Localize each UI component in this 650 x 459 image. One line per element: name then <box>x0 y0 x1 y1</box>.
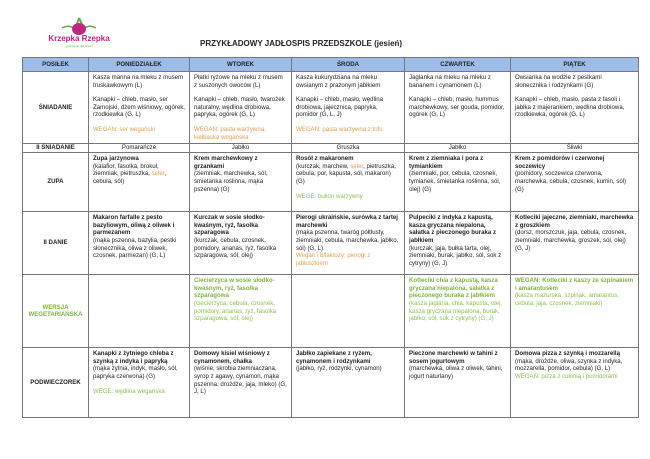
menu-cell <box>89 348 190 418</box>
dish-name: Krem z pomidorów i czerwonej soczewicy <box>515 155 605 170</box>
menu-paragraph <box>409 350 506 380</box>
table-row <box>23 348 639 418</box>
menu-cell: Gruszka <box>292 144 405 153</box>
menu-cell: Jabłko <box>190 144 292 153</box>
ingredients: Kasza kukurydziana na mleku owsianym z prażonym jabłkiem <box>296 74 381 89</box>
dish-name: Jabłko zapiekane z ryżem, cynamonem i rodzynkami <box>296 350 372 365</box>
menu-paragraph <box>93 350 185 380</box>
dish-name: Makaron farfalle z pesto bazyliowym, oliwą z oliwek i parmezanem <box>93 214 175 237</box>
menu-paragraph <box>296 126 400 134</box>
meal-name: PODWIECZOREK <box>23 348 89 418</box>
menu-cell <box>292 153 405 212</box>
dish-name: Krem marchewkowy z grzankami <box>194 155 258 170</box>
dish-name: Pierogi ukraińskie, surówka z tartej marchewki <box>296 214 398 229</box>
menu-cell <box>405 153 511 212</box>
meal-name: II ŚNIADANIE <box>23 144 89 153</box>
ingredients: Kanapki – chleb, masło, hummus marchewkowy, ser gouda, pomidor, ogórek (G, L) <box>409 96 505 119</box>
meal-name: ZUPA <box>23 153 89 212</box>
menu-cell <box>89 275 190 348</box>
menu-paragraph <box>409 96 506 119</box>
meal-name: WERSJA WEGETARIAŃSKA <box>23 275 89 348</box>
dish-name: Rosół z makaronem <box>296 155 354 163</box>
menu-paragraph <box>194 74 287 89</box>
dish-name: Kotleciki jajeczne, ziemniaki, marchewka z groszkiem <box>515 214 634 229</box>
menu-paragraph <box>515 96 634 119</box>
menu-cell <box>511 348 639 418</box>
ingredients: Jaglanka na mleku na mleku z bananem i cynamonem (L) <box>409 74 491 89</box>
header-row <box>23 58 639 72</box>
dish-name: Pulpeciki z indyka z kapustą, kasza gryczana niepalona, sałatka z pieczonego buraka z jabłkiem <box>409 214 497 244</box>
header-monday: PONIEDZIAŁEK <box>89 58 190 72</box>
dish-name: Kanapki z żytniego chleba z szynką z indyka i papryką <box>93 350 174 365</box>
ingredients: (kurczak, marchew, <box>296 162 351 170</box>
dish-name: Pieczone marchewki w tahini z sosem jogurtowym <box>409 350 498 365</box>
diet-note: WEGE: bulion warzywny <box>296 192 363 200</box>
meal-name: ŚNIADANIE <box>23 72 89 144</box>
ingredients: Płatki ryżowe na mleku z musem z suszonych owoców (L) <box>194 74 283 89</box>
ingredients: Kanapki – chleb, masło, pasta z fasoli i jabłka z majerankiem, wędlina drobiowa, rzodkiewka, ogórek (G, L) <box>515 96 625 119</box>
menu-paragraph <box>93 388 185 396</box>
menu-paragraph <box>409 74 506 89</box>
menu-paragraph <box>515 74 634 89</box>
menu-cell <box>292 275 405 348</box>
diet-note: WEGAN: pizza z cukinią i pomidorami <box>515 372 618 380</box>
meal-name: II DANIE <box>23 212 89 275</box>
menu-table <box>22 57 639 418</box>
dish-name: Kotleciki chia z kapustą, kasza gryczana niepalona, sałatka z pieczonego buraka z jabłkiem <box>409 277 498 300</box>
page-title: PRZYKŁADOWY JADŁOSPIS PRZEDSZKOLE (jesień) <box>200 39 403 48</box>
diet-note: WEGAN: pasta warzywna, kiełbaska wegańska <box>194 125 266 141</box>
menu-paragraph <box>194 155 287 193</box>
menu-paragraph <box>93 126 185 134</box>
menu-paragraph <box>93 74 185 89</box>
menu-cell <box>89 72 190 144</box>
dish-name: Ciecierzyca w sosie słodko-kwaśnym, ryż, fasolka szparagowa <box>194 277 275 300</box>
menu-cell <box>511 212 639 275</box>
menu-paragraph <box>194 96 287 119</box>
ingredients: (ziemniak, marchewka, sól, śmietanka roślinna, mąka pszenna) (G) <box>194 170 268 193</box>
ingredients: (jabłko, ryż, rodzynki, cynamon) <box>296 365 382 373</box>
diet-note: seler <box>151 170 165 178</box>
ingredients: Kanapki – chleb, masło, ser Zamojski, dżem wiśniowy, ogórek, rzodkiewka (G, L) <box>93 96 185 119</box>
menu-cell <box>292 348 405 418</box>
menu-cell <box>405 72 511 144</box>
logo-wordmark: Krzepka Rzepka <box>48 34 110 43</box>
dish-name: Kurczak w sosie słodko-kwaśnym, ryż, fasolka szparagowa <box>194 214 265 237</box>
ingredients: (marchewka, oliwa z oliwek, tahini, jogurt naturlany) <box>409 365 503 380</box>
menu-paragraph <box>194 350 287 396</box>
table-row <box>23 144 639 153</box>
menu-paragraph <box>515 214 634 252</box>
menu-cell: Jabłko <box>405 144 511 153</box>
dish-name: Krem z ziemniaka i pora z tymiankiem <box>409 155 484 170</box>
ingredients: (ziemniaki, por, cebula, czosnek, tymianek, śmietanka roślinna, sól, olej) (G) <box>409 170 501 193</box>
diet-note: seler <box>350 162 364 170</box>
menu-paragraph <box>194 277 287 323</box>
header-tuesday: WTOREK <box>190 58 292 72</box>
ingredients: (kasza mazurska, szpinak, amarantus, cebula, jaja, czosnek, ziemniaki) <box>515 292 619 307</box>
menu-paragraph <box>194 214 287 260</box>
menu-cell <box>511 153 639 212</box>
menu-cell <box>89 153 190 212</box>
menu-cell <box>190 153 292 212</box>
menu-paragraph <box>296 350 400 373</box>
ingredients: (dorsz, morszczuk, jaja, cebula, czosnek, ziemniaki, marchewka, groszek, sól, olej) (G, J) <box>515 229 627 252</box>
menu-paragraph <box>93 155 185 185</box>
ingredients: (mąka pszenna, twaróg półtłusty, ziemniaki, cebula, marchewka, jabłko, sól) (G, L) <box>296 229 399 252</box>
header-thursday: CZWARTEK <box>405 58 511 72</box>
menu-paragraph <box>296 155 400 185</box>
header-friday: PIĄTEK <box>511 58 639 72</box>
ingredients: Kanapki – chleb, masło, wędlina drobiowa, jajecznica, papryka, pomidor (G, L, J) <box>296 96 384 119</box>
menu-paragraph <box>194 126 287 141</box>
menu-cell <box>190 348 292 418</box>
ingredients: Owsianka na wodzie z pestkami słonecznika i rodzynkami (G) <box>515 74 602 89</box>
menu-paragraph <box>409 214 506 267</box>
menu-paragraph <box>93 96 185 119</box>
menu-cell <box>405 275 511 348</box>
ingredients: , pietruszka, cebula, por, kapusta, sól, makaron) (G) <box>296 162 396 185</box>
ingredients: Kasza manna na mleku z musem truskawkowym (L) <box>93 74 184 89</box>
dish-name: Zupa jarzynowa <box>93 155 139 163</box>
ingredients: (kurczak, cebula, czosnek, pomidory, ananas, ryż, fasolka szparagowa, sól, olej) <box>194 236 277 260</box>
ingredients: , cebula, sól) <box>93 170 167 185</box>
menu-paragraph <box>515 155 634 193</box>
menu-cell: Pomarańcze <box>89 144 190 153</box>
ingredients: (mąka pszenna, bazylia, pestki słonecznika, oliwa z oliwek, czosnek, parmezan) (G, L) <box>93 236 177 260</box>
logo-tagline: gotowanie dla dzieci <box>65 44 93 48</box>
menu-paragraph <box>515 350 634 380</box>
header-posilek: POSIŁEK <box>23 58 89 72</box>
ingredients: (kalafior, fasolka, brokuł, ziemniak, pietruszka, <box>93 162 159 178</box>
menu-paragraph <box>296 214 400 267</box>
menu-cell: Śliwki <box>511 144 639 153</box>
menu-cell <box>511 275 639 348</box>
menu-paragraph <box>296 74 400 89</box>
table-row <box>23 212 639 275</box>
menu-cell <box>511 72 639 144</box>
logo <box>48 16 110 50</box>
table-row <box>23 72 639 144</box>
menu-paragraph <box>296 193 400 201</box>
dish-name: WEGAN: Kotleciki z kaszy ze szpinakiem i amarantusem <box>515 277 634 292</box>
table-row <box>23 275 639 348</box>
menu-paragraph <box>409 277 506 323</box>
ingredients: (kurczak, jaja, bułka tarta, olej, ziemniaki, burak, jabłko, sól, sok z cytryny) (G, J) <box>409 244 502 267</box>
dish-name: Domowy kisiel wiśniowy z cynamonem, chałka <box>194 350 270 365</box>
menu-paragraph <box>296 96 400 119</box>
menu-cell <box>89 212 190 275</box>
menu-paragraph <box>409 155 506 193</box>
dish-name: Domowa pizza z szynką i mozzarellą <box>515 350 620 358</box>
menu-cell <box>405 212 511 275</box>
menu-cell <box>292 212 405 275</box>
ingredients: (ciecierzyca, cebula, czosnek, pomidory, ananas, ryż, fasolka szparagowa, sól, olej) <box>194 299 277 323</box>
ingredients: (mąka, drożdże, oliwa, szynka z indyka, mozzarella, pomidor, cebula) (G, L) <box>515 357 623 373</box>
diet-note: WEGAN: pasta warzywna z tofu <box>296 125 383 133</box>
diet-note: WEGAN: ser wegański <box>93 125 155 133</box>
ingredients: (pomidory, soczewica czerwona, marchewka, cebula, czosnek, kumin, sól) (G) <box>515 170 627 193</box>
menu-cell <box>190 275 292 348</box>
menu-paragraph <box>515 277 634 307</box>
menu-paragraph <box>93 214 185 260</box>
ingredients: (kasza jaglana, chia, kapusta, olej, kasza gryczana niepalona, burak, jabłko, sól, sok z cytryny) (G, J) <box>409 299 503 323</box>
menu-cell <box>190 72 292 144</box>
ingredients: (wiśnie, skrobia ziemniaczana, syrop z agawy, cynamon, mąka pszenna, drożdże, jaja, mleko) (G, J, L) <box>194 365 287 396</box>
header-wednesday: ŚRODA <box>292 58 405 72</box>
menu-cell <box>292 72 405 144</box>
diet-note: WEGE: wędlina wegańska <box>93 387 165 395</box>
menu-cell <box>405 348 511 418</box>
ingredients: (mąka żytnia, indyk, masło, sól, papryka czerwona) (G) <box>93 365 178 380</box>
diet-note: Wegan i b/laktozy: pierogi z jabłuszkiem <box>296 252 371 267</box>
ingredients: Kanapki – chleb, masło, twarożek naturalny, wędlina drobiowa, papryka, ogórek (G, L) <box>194 96 285 119</box>
menu-cell <box>190 212 292 275</box>
table-row <box>23 153 639 212</box>
